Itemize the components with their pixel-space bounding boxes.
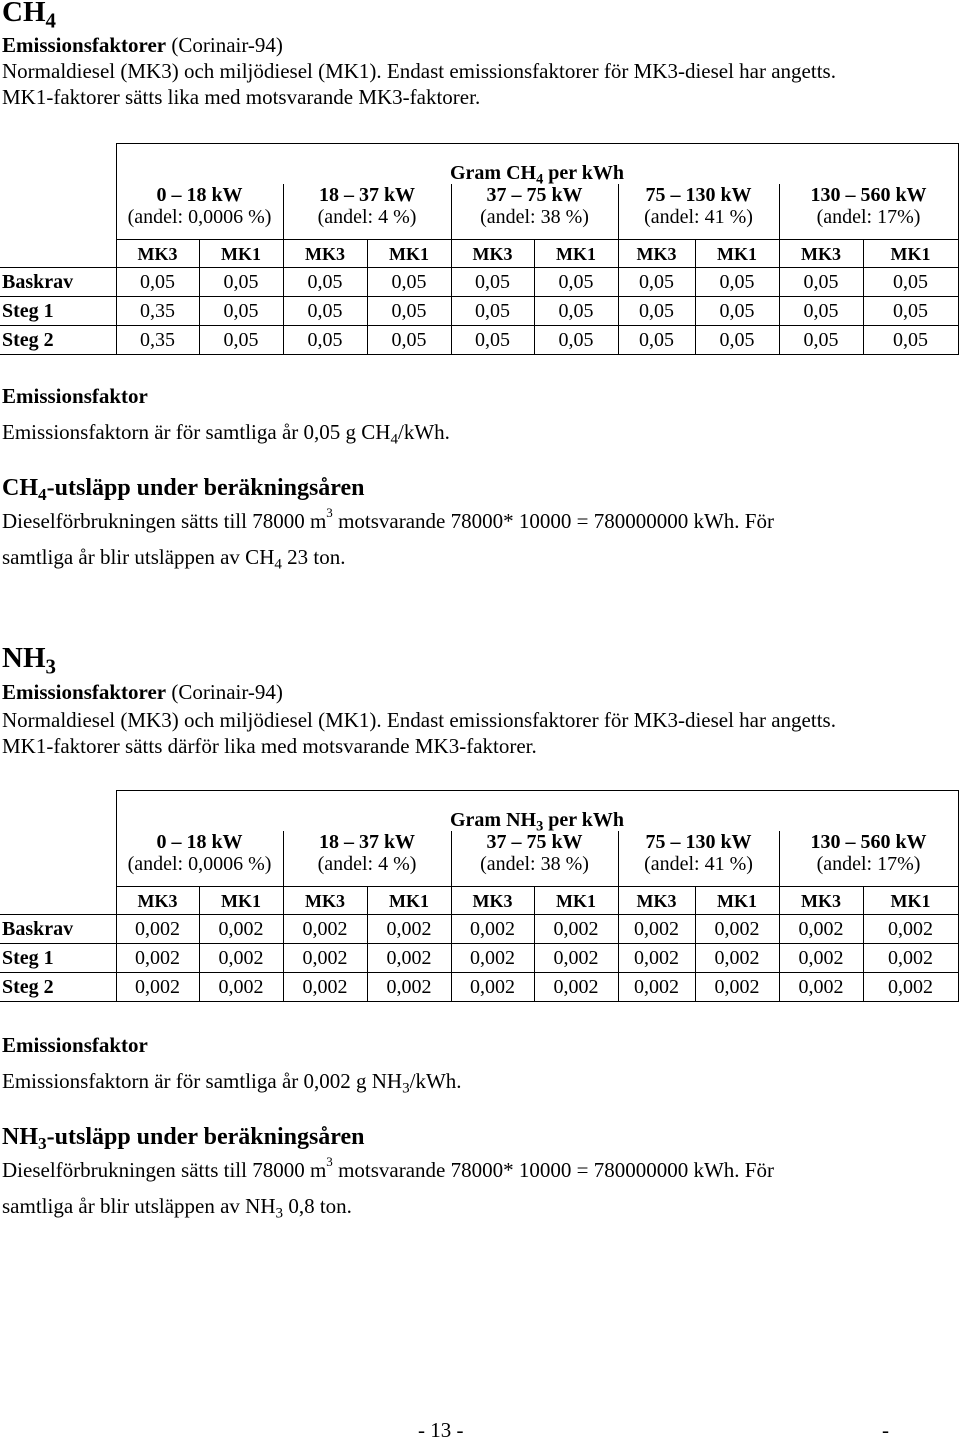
table-cell: 0,002 [367,973,451,1002]
table-cell: 0,002 [779,973,863,1002]
table-cell: 0,05 [863,297,958,326]
ch4-band-header-row [0,184,958,240]
table-cell: 0,05 [534,326,618,355]
ch4-subheader: MK1 [199,240,283,268]
table-cell: 0,002 [116,944,199,973]
ch4-emission-table [0,143,959,355]
table-row [0,268,958,297]
table-row [0,915,958,944]
table-cell: 0,35 [116,326,199,355]
table-cell: 0,05 [199,297,283,326]
ch4-factor-text: Emissionsfaktorn är för samtliga år 0,05 g $CH_4$/kWh. [2,420,450,448]
table-cell: 0,002 [116,915,199,944]
ch4-subheader: MK1 [367,240,451,268]
ch4-band-header: 75 – 130 kW (andel: 41 %) [618,184,779,240]
nh3-release-heading: $NH_3$-utsläpp under beräkningsåren [2,1124,365,1154]
nh3-band-header-row [0,831,958,887]
ch4-subheader: MK3 [779,240,863,268]
table-cell: 0,05 [863,326,958,355]
ch4-intro-line2: MK1-faktorer sätts lika med motsvarande MK3-faktorer. [2,85,481,109]
table-cell: 0,002 [618,973,695,1002]
nh3-release-line2: samtliga år blir utsläppen av $NH_3$ 0,8 ton. [2,1194,352,1222]
nh3-ef-heading-line [2,680,283,704]
nh3-band-header: 0 – 18 kW (andel: 0,0006 %) [116,831,283,887]
nh3-subheader: MK3 [779,887,863,915]
ch4-subheader: MK1 [695,240,779,268]
table-cell: 0,05 [779,297,863,326]
ch4-release-heading: $CH_4$-utsläpp under beräkningsåren [2,475,365,505]
ch4-section-title: $CH_4$ [2,0,56,33]
nh3-subheader-row [0,887,958,915]
nh3-intro-line1: Normaldiesel (MK3) och miljödiesel (MK1). Endast emissionsfaktorer för MK3-diesel har angetts. [2,708,836,732]
table-cell: 0,05 [779,268,863,297]
table-cell: 0,002 [451,915,534,944]
ch4-ef-heading: Emissionsfaktorer [2,33,167,57]
table-cell: 0,002 [863,973,958,1002]
nh3-subheader: MK1 [534,887,618,915]
table-cell: 0,002 [779,944,863,973]
nh3-emission-table [0,790,959,1002]
table-cell: 0,05 [116,268,199,297]
table-cell: 0,05 [199,268,283,297]
table-cell: 0,002 [618,944,695,973]
table-cell: 0,002 [199,944,283,973]
page-number: - 13 - [418,1418,464,1442]
table-cell: 0,002 [618,915,695,944]
nh3-factor-text: Emissionsfaktorn är för samtliga år 0,002 g $NH_3$/kWh. [2,1069,462,1097]
table-cell: 0,05 [695,268,779,297]
nh3-band-header: 75 – 130 kW (andel: 41 %) [618,831,779,887]
nh3-table-group-header: Gram $NH_3$ per kWh [116,791,958,831]
table-cell: 0,05 [695,326,779,355]
table-cell: 0,05 [534,297,618,326]
table-cell: 0,002 [283,915,367,944]
table-cell: 0,002 [367,944,451,973]
table-row [0,973,958,1002]
table-cell: 0,05 [618,268,695,297]
row-label: Baskrav [0,268,116,297]
table-cell: 0,002 [283,944,367,973]
ch4-band-header: 130 – 560 kW (andel: 17%) [779,184,958,240]
table-cell: 0,002 [283,973,367,1002]
row-label: Steg 1 [0,297,116,326]
table-cell: 0,002 [863,915,958,944]
row-label: Steg 2 [0,973,116,1002]
table-cell: 0,35 [116,297,199,326]
table-cell: 0,05 [451,297,534,326]
table-cell: 0,002 [534,915,618,944]
table-cell: 0,05 [695,297,779,326]
table-cell: 0,05 [618,297,695,326]
ch4-band-header: 0 – 18 kW (andel: 0,0006 %) [116,184,283,240]
table-row [0,944,958,973]
ch4-table-group-header: Gram $CH_4$ per kWh [116,144,958,184]
ch4-subheader: MK3 [618,240,695,268]
table-cell: 0,002 [695,944,779,973]
footer-dash: - [882,1418,889,1442]
row-label: Steg 1 [0,944,116,973]
ch4-release-line2: samtliga år blir utsläppen av $CH_4$ 23 ton. [2,545,346,573]
table-cell: 0,05 [199,326,283,355]
nh3-subheader: MK1 [367,887,451,915]
nh3-subheader: MK1 [199,887,283,915]
table-cell: 0,002 [695,973,779,1002]
nh3-factor-heading: Emissionsfaktor [2,1033,148,1057]
nh3-subheader: MK1 [695,887,779,915]
ch4-subheader-row [0,240,958,268]
table-cell: 0,05 [283,326,367,355]
nh3-ef-heading: Emissionsfaktorer [2,680,167,704]
nh3-release-line1: Dieselförbrukningen sätts till 78000 $m^3$ motsvarande 78000* 10000 = 780000000 kWh. För [2,1153,774,1182]
nh3-ef-source: (Corinair-94) [166,680,283,704]
table-cell: 0,05 [779,326,863,355]
table-cell: 0,002 [116,973,199,1002]
ch4-subheader: MK1 [534,240,618,268]
ch4-band-header: 18 – 37 kW (andel: 4 %) [283,184,451,240]
table-row [0,297,958,326]
table-cell: 0,05 [451,326,534,355]
ch4-band-header: 37 – 75 kW (andel: 38 %) [451,184,618,240]
nh3-subheader: MK3 [283,887,367,915]
nh3-band-header: 37 – 75 kW (andel: 38 %) [451,831,618,887]
ch4-subheader: MK1 [863,240,958,268]
table-cell: 0,002 [695,915,779,944]
ch4-subheader: MK3 [451,240,534,268]
table-cell: 0,002 [534,973,618,1002]
nh3-subheader: MK3 [618,887,695,915]
table-cell: 0,05 [863,268,958,297]
ch4-subheader: MK3 [283,240,367,268]
table-row [0,326,958,355]
ch4-ef-source: (Corinair-94) [166,33,283,57]
table-cell: 0,05 [534,268,618,297]
ch4-intro-line1: Normaldiesel (MK3) och miljödiesel (MK1). Endast emissionsfaktorer för MK3-diesel har angetts. [2,59,836,83]
table-cell: 0,05 [283,268,367,297]
nh3-subheader: MK3 [116,887,199,915]
table-cell: 0,002 [779,915,863,944]
row-label: Baskrav [0,915,116,944]
table-cell: 0,002 [199,915,283,944]
ch4-release-line1: Dieselförbrukningen sätts till 78000 $m^3$ motsvarande 78000* 10000 = 780000000 kWh. För [2,504,774,533]
table-cell: 0,002 [534,944,618,973]
row-label: Steg 2 [0,326,116,355]
ch4-factor-heading: Emissionsfaktor [2,384,148,408]
table-cell: 0,05 [283,297,367,326]
nh3-subheader: MK3 [451,887,534,915]
table-cell: 0,002 [451,973,534,1002]
table-cell: 0,05 [367,326,451,355]
nh3-subheader: MK1 [863,887,958,915]
nh3-intro-line2: MK1-faktorer sätts därför lika med motsvarande MK3-faktorer. [2,734,537,758]
table-cell: 0,05 [367,268,451,297]
table-cell: 0,002 [199,973,283,1002]
table-cell: 0,002 [367,915,451,944]
table-cell: 0,05 [367,297,451,326]
table-cell: 0,05 [451,268,534,297]
nh3-band-header: 130 – 560 kW (andel: 17%) [779,831,958,887]
table-cell: 0,05 [618,326,695,355]
ch4-subheader: MK3 [116,240,199,268]
nh3-band-header: 18 – 37 kW (andel: 4 %) [283,831,451,887]
table-cell: 0,002 [863,944,958,973]
ch4-ef-heading-line [2,33,283,57]
nh3-section-title: $NH_3$ [2,642,56,679]
table-cell: 0,002 [451,944,534,973]
